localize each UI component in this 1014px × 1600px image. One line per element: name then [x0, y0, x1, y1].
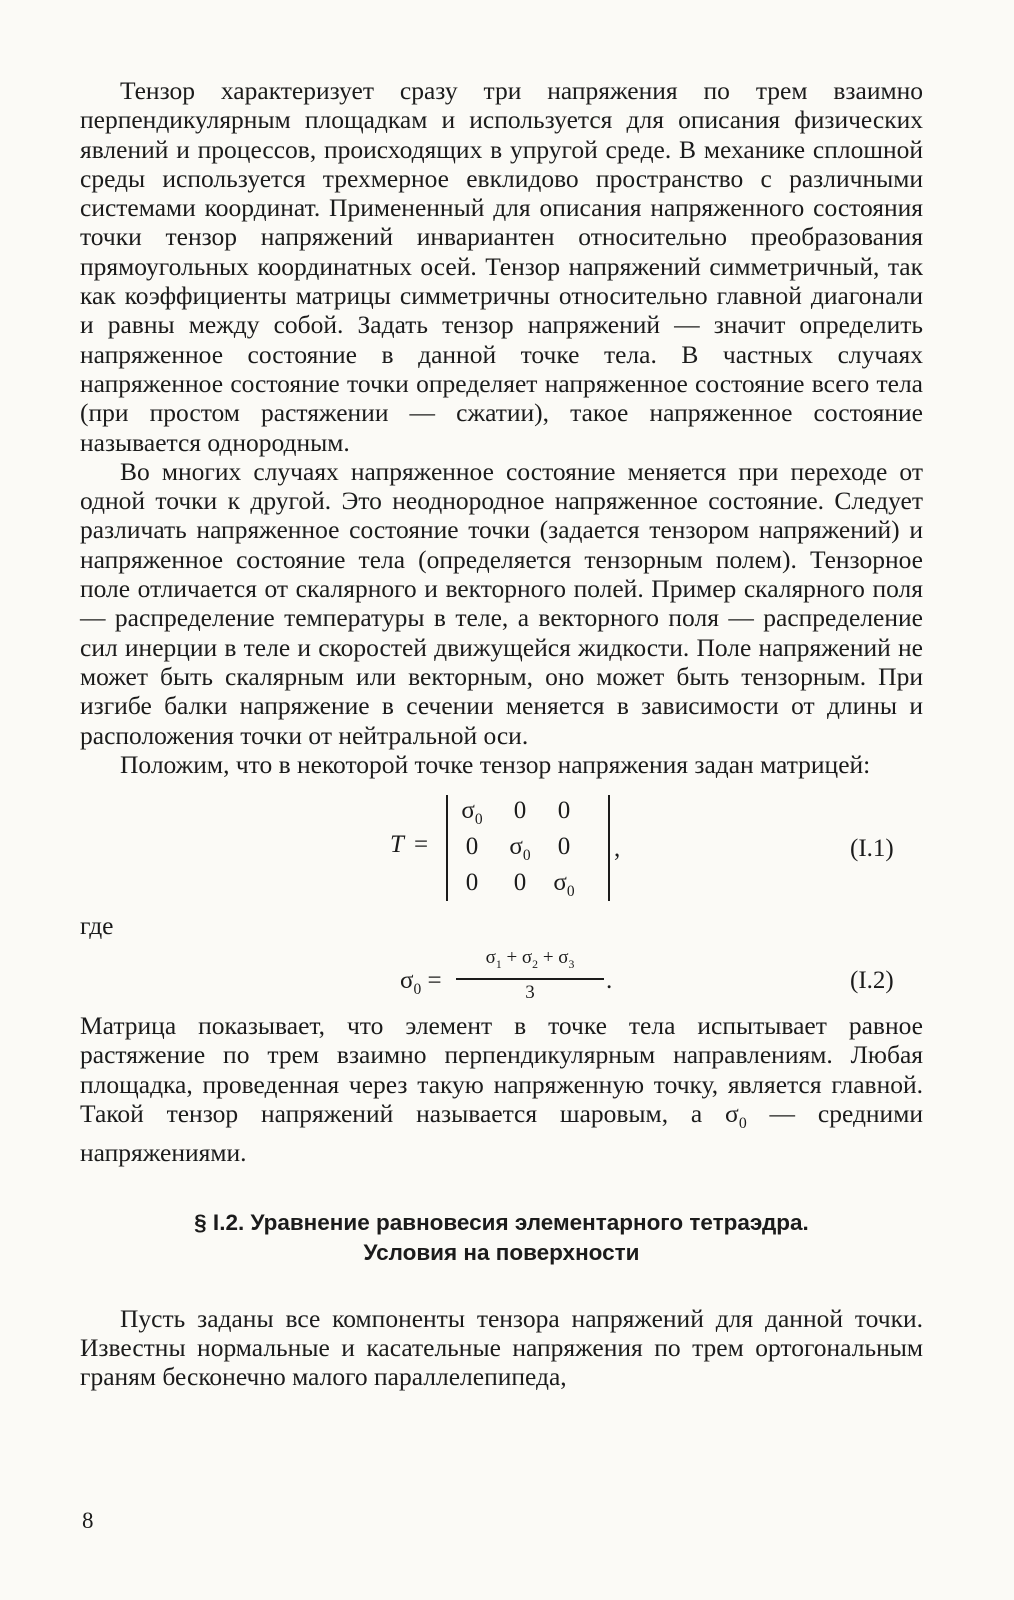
matrix-cell: 0 [513, 869, 527, 897]
section-heading-line-2: Условия на поверхности [363, 1239, 640, 1265]
formula-matrix [80, 789, 923, 907]
fraction-bar [456, 978, 604, 980]
matrix-cell: 0 [465, 869, 479, 897]
formula-mean-stress [80, 945, 923, 1011]
formula2-dot: . [606, 967, 613, 995]
matrix-cell: $\sigma_0$ [461, 797, 483, 829]
formula1-equals: = [414, 831, 429, 859]
matrix-cell: $\sigma_0$ [553, 869, 575, 901]
formula2-fraction [456, 947, 604, 1004]
page-body [80, 76, 923, 1392]
matrix-cell: 0 [465, 833, 479, 861]
fraction-denominator: 3 [525, 981, 535, 1003]
paragraph-5: Пусть заданы все компоненты тензора напряжений для данной точки. Известны нормальные и касательные напряжения по трем ортогональным граням бесконечно малого параллелепипеда, [80, 1303, 923, 1392]
matrix-cell: 0 [513, 797, 527, 825]
where-label: где [80, 911, 114, 941]
paragraph-3: Положим, что в некоторой точке тензор напряжения задан матрицей: [120, 749, 871, 779]
page-number: 8 [82, 1508, 94, 1533]
fraction-numerator: $\sigma_1 + \sigma_2 + \sigma_3$ [485, 947, 575, 971]
paragraph-1: Тензор характеризует сразу три напряжения по трем взаимно перпендикулярным площадкам и используется для описания физических явлений и процессов, происходящих в упругой среде. В механике сплошной среды используется трехмерное евклидово пространство с различными системами координат. Примененный для описания напряженного состояния точки тензор напряжений инвариантен относительно преобразования прямоугольных координатных осей. Тензор напряжений симметричный, так как коэффициенты матрицы симметричны относительно главной диагонали и равны между собой. Задать тензор напряжений — значит определить напряженное состояние в данной точке тела. В частных случаях напряженное состояние точки определяет напряженное состояние всего тела (при простом растяжении — сжатии), такое напряженное состояние называется однородным. [80, 76, 923, 457]
matrix-left-bar [446, 795, 448, 901]
matrix-cell: 0 [557, 797, 571, 825]
formula2-lhs: $\sigma_0$ = [400, 967, 442, 999]
matrix-cell: 0 [557, 833, 571, 861]
section-heading [80, 1208, 923, 1268]
section-heading-line-1: § I.2. Уравнение равновесия элементарного тетраэдра. [194, 1209, 809, 1235]
paragraph-4: Матрица показывает, что элемент в точке тела испытывает равное растяжение по трем взаимно перпендикулярным направлениям. Любая площадка, проведенная через такую напряженную точку, является главной. Такой тензор напряжений называется шаровым, а $\sigma_0$ — средними напряжениями. [80, 1011, 923, 1168]
formula1-lhs: T [390, 831, 404, 859]
equation-number-1: (I.1) [850, 835, 894, 863]
matrix-cell: $\sigma_0$ [509, 833, 531, 865]
formula1-comma: , [614, 835, 621, 863]
paragraph-2: Во многих случаях напряженное состояние меняется при переходе от одной точки к другой. Это неоднородное напряженное состояние. Следует различать напряженное состояние точки (задается тензором напряжений) и напряженное состояние тела (определяется тензорным полем). Тензорное поле отличается от скалярного и векторного полей. Пример скалярного поля — распределение температуры в теле, а векторного поля — распределение сил инерции в теле и скоростей движущейся жидкости. Поле напряжений не может быть скалярным или векторным, оно может быть тензорным. При изгибе балки напряжение в сечении меняется в зависимости от длины и расположения точки от нейтральной оси. [80, 456, 923, 750]
equation-number-2: (I.2) [850, 967, 894, 995]
matrix-right-bar [608, 795, 610, 901]
